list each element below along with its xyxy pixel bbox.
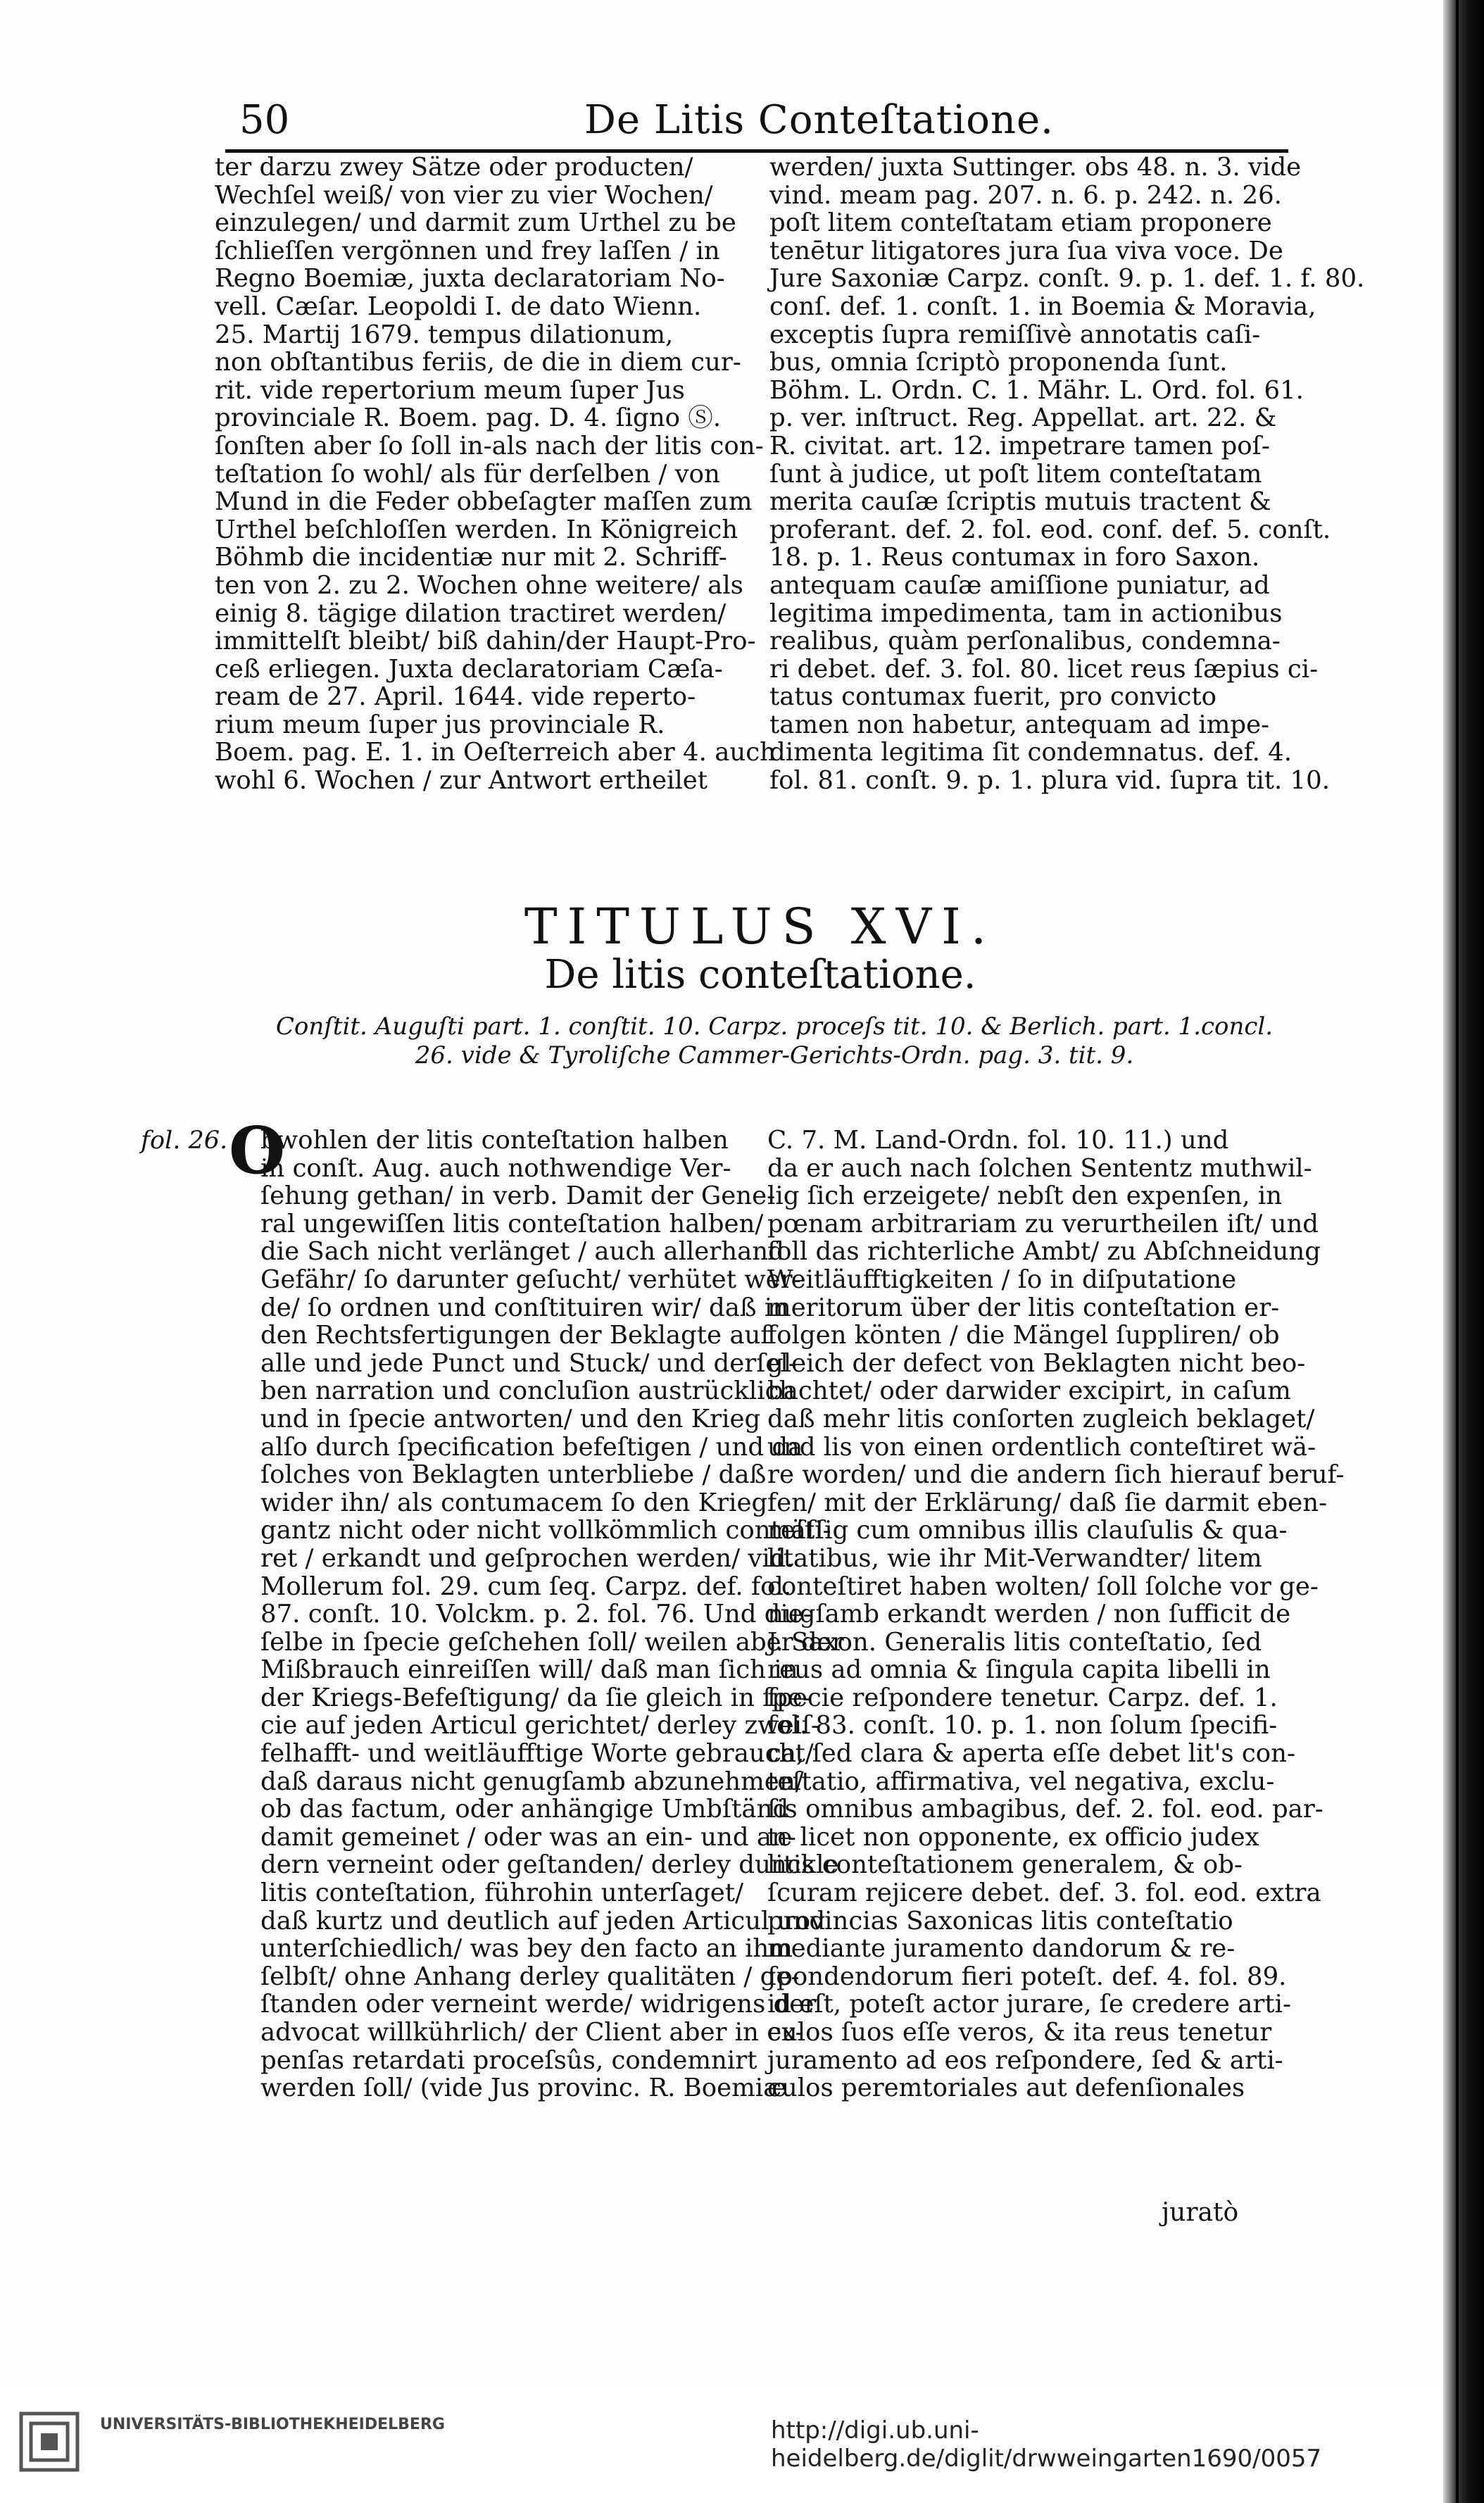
- text-line: ri debet. def. 3. fol. 80. licet reus ſæpius ci-: [769, 654, 1319, 684]
- text-line: ben narration und concluſion austrücklich: [260, 1376, 796, 1406]
- text-line: Regno Boemiæ, juxta declaratoriam No-: [215, 264, 725, 294]
- text-line: ſonſten aber ſo ſoll in-als nach der litis con-: [215, 431, 764, 460]
- text-line: vell. Cæſar. Leopoldi I. de dato Wienn.: [215, 291, 702, 321]
- text-line: ſolches von Beklagten unterbliebe / daß: [260, 1460, 767, 1490]
- text-line: legitima impedimenta, tam in actionibus: [769, 598, 1283, 628]
- drop-initial: O: [229, 1112, 286, 1188]
- text-line: ceß erliegen. Juxta declaratoriam Cæſa-: [215, 654, 723, 684]
- text-line: damit gemeinet / oder was an ein- und an-: [260, 1822, 796, 1852]
- lower-right-column: [767, 1126, 1345, 2103]
- text-line: bus, omnia ſcriptò proponenda ſunt.: [769, 348, 1228, 377]
- text-line: den Rechtsfertigungen der Beklagte auf: [260, 1321, 770, 1350]
- text-line: p. ver. inſtruct. Reg. Appellat. art. 22. &: [769, 403, 1277, 433]
- text-line: und in ſpecie antworten/ und den Krieg: [260, 1404, 761, 1434]
- text-line: 87. conſt. 10. Volckm. p. 2. fol. 76. Und die-: [260, 1600, 812, 1629]
- text-line: poſt litem conteſtatam etiam proponere: [769, 208, 1272, 238]
- text-line: der Kriegs-Befeſtigung/ da ſie gleich in ſpe-: [260, 1683, 812, 1712]
- text-line: ſpondendorum fieri poteſt. def. 4. fol. 89.: [767, 1962, 1287, 1991]
- text-line: ten von 2. zu 2. Wochen ohne weitere/ als: [215, 570, 743, 600]
- library-logo-icon: [14, 2407, 84, 2477]
- lower-left-column: [260, 1126, 844, 2103]
- text-line: fol. 83. conſt. 10. p. 1. non ſolum ſpecifi-: [767, 1711, 1278, 1740]
- text-line: Weitläufftigkeiten / ſo in diſputatione: [767, 1265, 1237, 1294]
- text-line: Böhm. L. Ordn. C. 1. Mähr. L. Ord. fol. 61.: [769, 375, 1304, 405]
- text-line: reus ad omnia & ſingula capita libelli in: [767, 1655, 1271, 1685]
- binding-edge: [1456, 0, 1459, 2503]
- text-line: wohl 6. Wochen / zur Antwort ertheilet: [215, 766, 708, 796]
- text-line: daß daraus nicht genugſamb abzunehmen/: [260, 1767, 804, 1796]
- text-line: ral ungewiſſen litis conteſtation halben/: [260, 1209, 764, 1238]
- text-line: Jure Saxoniæ Carpz. conſt. 9. p. 1. def. 1. f. 80.: [769, 264, 1365, 294]
- text-line: conſ. def. 1. conſt. 1. in Boemia & Moravia,: [769, 291, 1316, 321]
- text-line: bachtet/ oder darwider excipirt, in caſum: [767, 1376, 1291, 1406]
- text-line: unterſchiedlich/ was bey den facto an ihm: [260, 1934, 793, 1964]
- text-line: rit. vide repertorium meum ſuper Jus: [215, 375, 685, 405]
- text-line: die Sach nicht verlänget / auch allerhand: [260, 1237, 784, 1267]
- text-line: da er auch nach ſolchen Sententz muthwil-: [767, 1153, 1312, 1183]
- page-number: 50: [239, 97, 290, 143]
- text-line: te licet non opponente, ex officio judex: [767, 1822, 1259, 1852]
- text-line: und lis von einen ordentlich conteſtiret wä-: [767, 1432, 1316, 1462]
- text-line: Urthel beſchloſſen werden. In Königreich: [215, 515, 738, 544]
- text-line: Wechſel weiß/ von vier zu vier Wochen/: [215, 180, 713, 210]
- text-line: vind. meam pag. 207. n. 6. p. 242. n. 26.: [769, 180, 1282, 210]
- text-line: mäſſig cum omnibus illis clauſulis & qua-: [767, 1516, 1288, 1545]
- text-line: werden/ juxta Suttinger. obs 48. n. 3. vide: [769, 153, 1302, 182]
- text-line: teſtatio, affirmativa, vel negativa, exclu-: [767, 1767, 1275, 1796]
- text-line: ter darzu zwey Sätze oder producten/: [215, 153, 693, 182]
- text-line: ſelbe in ſpecie geſchehen ſoll/ weilen aber der: [260, 1627, 844, 1657]
- text-line: ſehung gethan/ in verb. Damit der Gene-: [260, 1181, 776, 1211]
- text-line: tamen non habetur, antequam ad impe-: [769, 710, 1270, 739]
- text-line: daß kurtz und deutlich auf jeden Articul und: [260, 1906, 826, 1936]
- text-line: ob das factum, oder anhängige Umbſtänd: [260, 1795, 789, 1824]
- text-line: alſo durch ſpecification befeſtigen / und da: [260, 1432, 803, 1462]
- text-line: immittelſt bleibt/ biß dahin/der Haupt-Pro-: [215, 627, 756, 656]
- text-line: rium meum ſuper jus provinciale R.: [215, 710, 665, 739]
- text-line: ream de 27. April. 1644. vide reperto-: [215, 682, 696, 712]
- text-line: felhafft- und weitläufftige Worte gebraucht/: [260, 1739, 814, 1769]
- text-line: conteſtiret haben wolten/ ſoll ſolche vor ge-: [767, 1572, 1319, 1601]
- upper-left-column: [215, 153, 776, 796]
- text-line: UNIVERSITÄTS-: [100, 2416, 232, 2433]
- text-line: 18. p. 1. Reus contumax in foro Saxon.: [769, 543, 1260, 572]
- text-line: advocat willkührlich/ der Client aber in ex-: [260, 2018, 804, 2047]
- text-line: Boem. pag. E. 1. in Oeſterreich aber 4. auch: [215, 738, 776, 767]
- text-line: ſchlieſſen vergönnen und frey laſſen / in: [215, 236, 720, 265]
- text-line: ſtanden oder verneint werde/ widrigens der: [260, 1990, 817, 2019]
- text-line: ſis omnibus ambagibus, def. 2. fol. eod. par-: [767, 1795, 1323, 1824]
- text-line: Mund in die Feder obbeſagter maſſen zum: [215, 487, 753, 517]
- text-line: einzulegen/ und darmit zum Urthel zu be: [215, 208, 736, 238]
- text-line: Gefähr/ ſo darunter geſucht/ verhütet wer-: [260, 1265, 801, 1294]
- page-edge-shadow: [1443, 0, 1484, 2503]
- text-line: J. Saxon. Generalis litis conteſtatio, ſed: [767, 1627, 1262, 1657]
- text-line: einig 8. tägige dilation tractiret werden/: [215, 598, 727, 628]
- text-line: meritorum über der litis conteſtation er-: [767, 1293, 1280, 1322]
- catchword: juratò: [1162, 2198, 1239, 2227]
- text-line: dern verneint oder geſtanden/ derley dunckle: [260, 1850, 839, 1880]
- text-line: concl. 26. vide & Tyroliſche Cammer-Gerichts-: [415, 1012, 1274, 1069]
- text-line: ſcuram rejicere debet. def. 3. fol. eod. extra: [767, 1878, 1321, 1908]
- text-line: cie auf jeden Articul gerichtet/ derley zweiſ-: [260, 1711, 820, 1740]
- text-line: alle und jede Punct und Stuck/ und derſel-: [260, 1348, 797, 1378]
- text-line: juramento ad eos reſpondere, ſed & arti-: [767, 2045, 1283, 2075]
- text-line: litatibus, wie ihr Mit-Verwandter/ litem: [767, 1543, 1262, 1573]
- upper-right-column: [769, 153, 1365, 796]
- text-line: penſas retardati proceſsûs, condemnirt: [260, 2045, 757, 2075]
- text-line: in conſt. Aug. auch nothwendige Ver-: [260, 1153, 731, 1183]
- text-line: fen/ mit der Erklärung/ daß ſie darmit eben-: [767, 1488, 1328, 1517]
- text-line: nugſamb erkandt werden / non ſufficit de: [767, 1600, 1291, 1629]
- text-line: Böhmb die incidentiæ nur mit 2. Schriff-: [215, 543, 727, 572]
- text-line: folgen könten / die Mängel ſuppliren/ ob: [767, 1321, 1280, 1350]
- titulus-heading: TITULUS XVI.: [524, 898, 997, 955]
- text-line: provincias Saxonicas litis conteſtatio: [767, 1906, 1233, 1936]
- text-line: merita cauſæ ſcriptis mutuis tractent &: [769, 487, 1271, 517]
- text-line: daß mehr litis conſorten zugleich beklaget/: [767, 1404, 1315, 1434]
- text-line: tatus contumax fuerit, pro convicto: [769, 682, 1217, 712]
- text-line: lig ſich erzeigete/ nebſt den expenſen, in: [767, 1181, 1283, 1211]
- text-line: de/ ſo ordnen und conſtituiren wir/ daß in: [260, 1293, 789, 1322]
- text-line: mediante juramento dandorum & re-: [767, 1934, 1235, 1964]
- running-title: De Litis Conteſtatione.: [584, 97, 1054, 143]
- text-line: bwohlen der litis conteſtation halben: [260, 1126, 729, 1155]
- text-line: ſoll das richterliche Ambt/ zu Abſchneidung: [767, 1237, 1321, 1267]
- text-line: werden ſoll/ (vide Jus provinc. R. Boemiæ: [260, 2074, 787, 2103]
- text-line: 25. Martij 1679. tempus dilationum,: [215, 320, 674, 349]
- source-url-link[interactable]: http://digi.ub.uni-heidelberg.de/diglit/drwweingarten1690/0057: [771, 2416, 1322, 2473]
- text-line: litis conteſtation, führohin unterſaget/: [260, 1878, 744, 1908]
- text-line: HEIDELBERG: [335, 2416, 445, 2433]
- text-line: pœnam arbitrariam zu verurtheilen iſt/ und: [767, 1209, 1319, 1238]
- text-line: culos peremtoriales aut defenſionales: [767, 2074, 1245, 2103]
- text-line: tenētur litigatores jura ſua viva voce. De: [769, 236, 1283, 265]
- text-line: Mollerum fol. 29. cum ſeq. Carpz. def. fol.: [260, 1572, 792, 1601]
- text-line: Ordn. pag. 3. tit. 9.: [900, 1041, 1134, 1069]
- text-line: antequam cauſæ amiſſione puniatur, ad: [769, 570, 1270, 600]
- text-line: non obſtantibus feriis, de die in diem cur-: [215, 348, 741, 377]
- text-line: dimenta legitima ſit condemnatus. def. 4.: [769, 738, 1293, 767]
- text-line: Conſtit. Auguſti part. 1. conſtit. 10. Carpz. proceſs tit. 10. & Berlich. part. 1.: [275, 1012, 1201, 1041]
- text-line: wider ihn/ als contumacem ſo den Krieg: [260, 1488, 768, 1517]
- text-line: provinciale R. Boem. pag. D. 4. ſigno Ⓢ.: [215, 403, 722, 433]
- text-line: ſelbſt/ ohne Anhang derley qualitäten / ge-: [260, 1962, 800, 1991]
- text-line: litis conteſtationem generalem, & ob-: [767, 1850, 1243, 1880]
- text-line: BIBLIOTHEK: [231, 2416, 336, 2433]
- margin-note: fol. 26.: [141, 1127, 228, 1155]
- text-line: culos ſuos eſſe veros, & ita reus tenetur: [767, 2018, 1272, 2047]
- text-line: proferant. def. 2. fol. eod. conf. def. 5. conſt.: [769, 515, 1331, 544]
- text-line: fol. 81. conſt. 9. p. 1. plura vid. ſupra tit. 10.: [769, 766, 1330, 796]
- text-line: ſpecie reſpondere tenetur. Carpz. def. 1.: [767, 1683, 1278, 1712]
- text-line: ſunt à judice, ut poſt litem conteſtatam: [769, 459, 1262, 489]
- text-line: exceptis ſupra remiſſivè annotatis caſi-: [769, 320, 1261, 349]
- text-line: realibus, quàm perſonalibus, condemna-: [769, 627, 1281, 656]
- text-line: ret / erkandt und geſprochen werden/ vid.: [260, 1543, 794, 1573]
- citation-block: [253, 1012, 1295, 1070]
- text-line: gleich der defect von Beklagten nicht beo-: [767, 1348, 1306, 1378]
- text-line: re worden/ und die andern ſich hierauf beruf-: [767, 1460, 1345, 1490]
- library-name: [100, 2415, 445, 2434]
- text-line: R. civitat. art. 12. impetrare tamen poſ-: [769, 431, 1270, 460]
- text-line: id eſt, poteſt actor jurare, ſe credere arti-: [767, 1990, 1291, 2019]
- text-line: C. 7. M. Land-Ordn. fol. 10. 11.) und: [767, 1126, 1229, 1155]
- text-line: gantz nicht oder nicht vollkömmlich conteſti-: [260, 1516, 831, 1545]
- titulus-subtitle: De litis conteſtatione.: [544, 952, 976, 998]
- text-line: Mißbrauch einreiſſen will/ daß man ſich in: [260, 1655, 798, 1685]
- text-line: ca, ſed clara & aperta eſſe debet lit's con-: [767, 1739, 1296, 1769]
- text-line: teſtation ſo wohl/ als für derſelben / von: [215, 459, 720, 489]
